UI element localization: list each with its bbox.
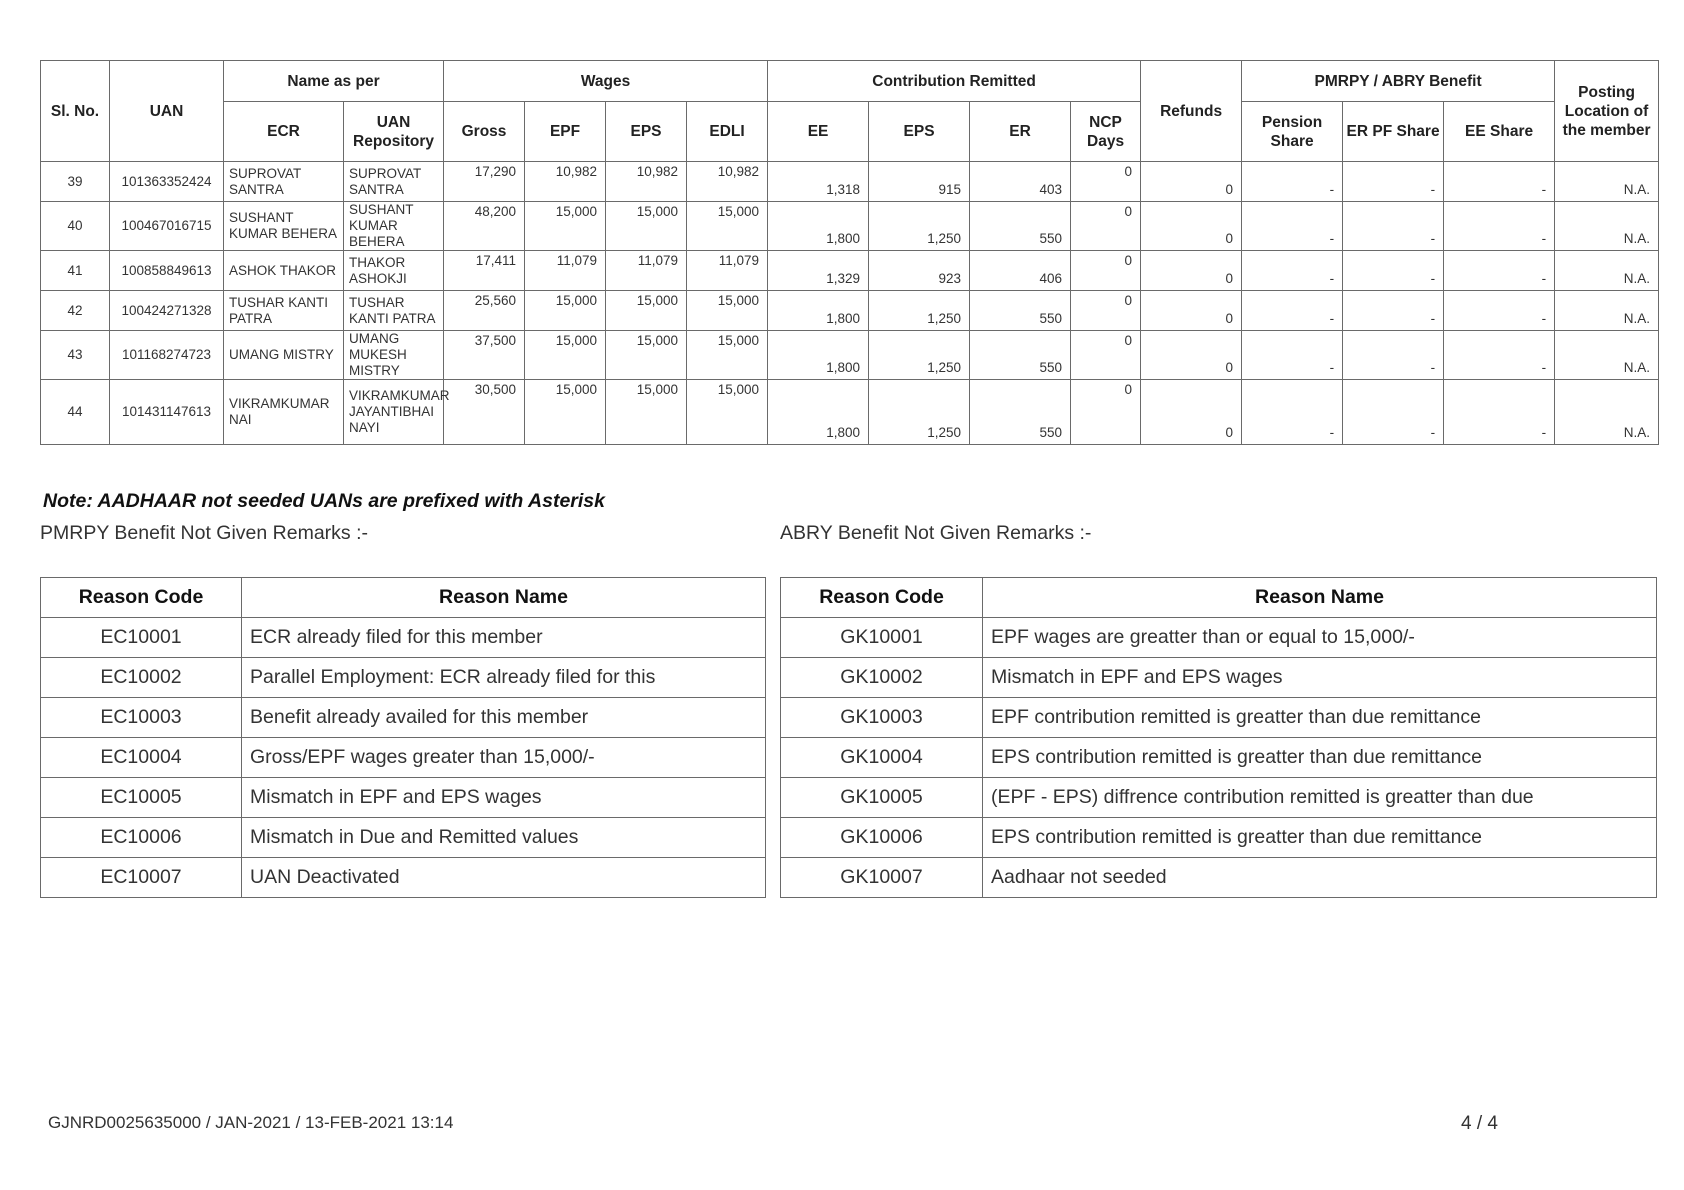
ee-cell: 1,318 (768, 162, 869, 202)
eps-cell: 15,000 (606, 331, 687, 380)
repository-name-cell: VIKRAMKUMAR JAYANTIBHAI NAYI (344, 380, 444, 445)
sl-no-cell: 40 (41, 202, 110, 251)
pension-share-cell: - (1242, 162, 1343, 202)
posting-location-cell: N.A. (1555, 331, 1659, 380)
table-row (41, 658, 766, 698)
table-row (41, 202, 1659, 251)
ee-cell: 1,800 (768, 331, 869, 380)
header-benefit: PMRPY / ABRY Benefit (1242, 61, 1555, 102)
table-row (781, 858, 1657, 898)
uan-cell: 100467016715 (110, 202, 224, 251)
epf-cell: 11,079 (525, 251, 606, 291)
pmrpy-header-reason-code: Reason Code (41, 578, 242, 618)
ecr-name-cell: VIKRAMKUMAR NAI (224, 380, 344, 445)
page-number: 4 / 4 (1461, 1113, 1498, 1134)
er-pf-share-cell: - (1343, 202, 1444, 251)
ncp-days-cell: 0 (1071, 291, 1141, 331)
refunds-cell: 0 (1141, 162, 1242, 202)
header-contribution-eps: EPS (869, 102, 970, 162)
gross-cell: 17,411 (444, 251, 525, 291)
ncp-days-cell: 0 (1071, 380, 1141, 445)
er-cell: 550 (970, 380, 1071, 445)
er-cell: 403 (970, 162, 1071, 202)
abry-reason-table (780, 577, 1657, 898)
uan-cell: 101168274723 (110, 331, 224, 380)
header-pension-share: Pension Share (1242, 102, 1343, 162)
contribution-eps-cell: 915 (869, 162, 970, 202)
gross-cell: 48,200 (444, 202, 525, 251)
edli-cell: 15,000 (687, 380, 768, 445)
uan-cell: 100424271328 (110, 291, 224, 331)
reason-name-cell: Mismatch in EPF and EPS wages (242, 778, 766, 818)
header-ncp-days: NCP Days (1071, 102, 1141, 162)
er-cell: 550 (970, 291, 1071, 331)
header-edli: EDLI (687, 102, 768, 162)
ecr-name-cell: SUSHANT KUMAR BEHERA (224, 202, 344, 251)
reason-code-cell: EC10006 (41, 818, 242, 858)
refunds-cell: 0 (1141, 380, 1242, 445)
ee-cell: 1,800 (768, 380, 869, 445)
reason-code-cell: EC10002 (41, 658, 242, 698)
er-pf-share-cell: - (1343, 162, 1444, 202)
pension-share-cell: - (1242, 331, 1343, 380)
ecr-name-cell: UMANG MISTRY (224, 331, 344, 380)
posting-location-cell: N.A. (1555, 162, 1659, 202)
reason-code-cell: GK10003 (781, 698, 983, 738)
edli-cell: 15,000 (687, 331, 768, 380)
repository-name-cell: SUPROVAT SANTRA (344, 162, 444, 202)
reason-name-cell: (EPF - EPS) diffrence contribution remitted is greatter than due (983, 778, 1657, 818)
reason-code-cell: GK10004 (781, 738, 983, 778)
header-ecr: ECR (224, 102, 344, 162)
ncp-days-cell: 0 (1071, 202, 1141, 251)
gross-cell: 37,500 (444, 331, 525, 380)
epf-cell: 10,982 (525, 162, 606, 202)
uan-cell: 101363352424 (110, 162, 224, 202)
eps-cell: 15,000 (606, 380, 687, 445)
table-row (781, 818, 1657, 858)
header-refunds: Refunds (1141, 61, 1242, 162)
reason-code-cell: EC10001 (41, 618, 242, 658)
reason-name-cell: ECR already filed for this member (242, 618, 766, 658)
reason-name-cell: Gross/EPF wages greater than 15,000/- (242, 738, 766, 778)
epf-cell: 15,000 (525, 380, 606, 445)
header-ee-share: EE Share (1444, 102, 1555, 162)
refunds-cell: 0 (1141, 291, 1242, 331)
table-row (41, 738, 766, 778)
epf-cell: 15,000 (525, 331, 606, 380)
ee-share-cell: - (1444, 162, 1555, 202)
repository-name-cell: THAKOR ASHOKJI (344, 251, 444, 291)
posting-location-cell: N.A. (1555, 380, 1659, 445)
eps-cell: 11,079 (606, 251, 687, 291)
contribution-eps-cell: 1,250 (869, 291, 970, 331)
edli-cell: 11,079 (687, 251, 768, 291)
header-name-as-per: Name as per (224, 61, 444, 102)
pmrpy-remarks-title: PMRPY Benefit Not Given Remarks :- (40, 522, 368, 544)
ecr-name-cell: SUPROVAT SANTRA (224, 162, 344, 202)
footer-reference: GJNRD0025635000 / JAN-2021 / 13-FEB-2021 13:14 (48, 1113, 454, 1132)
eps-cell: 15,000 (606, 202, 687, 251)
ee-share-cell: - (1444, 291, 1555, 331)
table-row (781, 698, 1657, 738)
sl-no-cell: 43 (41, 331, 110, 380)
reason-code-cell: EC10004 (41, 738, 242, 778)
ee-share-cell: - (1444, 331, 1555, 380)
contribution-eps-cell: 1,250 (869, 202, 970, 251)
reason-code-cell: GK10001 (781, 618, 983, 658)
table-row (41, 858, 766, 898)
posting-location-cell: N.A. (1555, 291, 1659, 331)
ncp-days-cell: 0 (1071, 162, 1141, 202)
header-posting-location: Posting Location of the member (1555, 61, 1659, 162)
table-row (781, 738, 1657, 778)
pension-share-cell: - (1242, 291, 1343, 331)
reason-code-cell: EC10003 (41, 698, 242, 738)
header-wages: Wages (444, 61, 768, 102)
er-pf-share-cell: - (1343, 291, 1444, 331)
abry-header-reason-code: Reason Code (781, 578, 983, 618)
reason-name-cell: Mismatch in Due and Remitted values (242, 818, 766, 858)
reason-name-cell: Parallel Employment: ECR already filed for this (242, 658, 766, 698)
header-contribution-remitted: Contribution Remitted (768, 61, 1141, 102)
ee-cell: 1,329 (768, 251, 869, 291)
header-epf: EPF (525, 102, 606, 162)
contribution-eps-cell: 1,250 (869, 331, 970, 380)
er-pf-share-cell: - (1343, 331, 1444, 380)
reason-name-cell: UAN Deactivated (242, 858, 766, 898)
edli-cell: 15,000 (687, 291, 768, 331)
ee-share-cell: - (1444, 202, 1555, 251)
reason-name-cell: Aadhaar not seeded (983, 858, 1657, 898)
repository-name-cell: UMANG MUKESH MISTRY (344, 331, 444, 380)
table-row (41, 251, 1659, 291)
gross-cell: 25,560 (444, 291, 525, 331)
refunds-cell: 0 (1141, 251, 1242, 291)
ecr-name-cell: TUSHAR KANTI PATRA (224, 291, 344, 331)
ncp-days-cell: 0 (1071, 251, 1141, 291)
er-cell: 406 (970, 251, 1071, 291)
table-row (41, 818, 766, 858)
table-row (41, 618, 766, 658)
repository-name-cell: TUSHAR KANTI PATRA (344, 291, 444, 331)
header-sl-no: Sl. No. (41, 61, 110, 162)
reason-name-cell: EPS contribution remitted is greatter than due remittance (983, 818, 1657, 858)
uan-cell: 100858849613 (110, 251, 224, 291)
sl-no-cell: 39 (41, 162, 110, 202)
reason-code-cell: GK10006 (781, 818, 983, 858)
header-ee: EE (768, 102, 869, 162)
header-uan-repository: UAN Repository (344, 102, 444, 162)
reason-name-cell: Benefit already availed for this member (242, 698, 766, 738)
refunds-cell: 0 (1141, 202, 1242, 251)
header-er-pf-share: ER PF Share (1343, 102, 1444, 162)
edli-cell: 10,982 (687, 162, 768, 202)
header-gross: Gross (444, 102, 525, 162)
pension-share-cell: - (1242, 202, 1343, 251)
reason-name-cell: EPF wages are greatter than or equal to 15,000/- (983, 618, 1657, 658)
aadhaar-note: Note: AADHAAR not seeded UANs are prefixed with Asterisk (43, 490, 605, 512)
abry-remarks-title: ABRY Benefit Not Given Remarks :- (780, 522, 1092, 544)
ncp-days-cell: 0 (1071, 331, 1141, 380)
eps-cell: 15,000 (606, 291, 687, 331)
epf-cell: 15,000 (525, 291, 606, 331)
sl-no-cell: 42 (41, 291, 110, 331)
sl-no-cell: 41 (41, 251, 110, 291)
reason-name-cell: Mismatch in EPF and EPS wages (983, 658, 1657, 698)
ecr-name-cell: ASHOK THAKOR (224, 251, 344, 291)
ee-share-cell: - (1444, 251, 1555, 291)
header-eps: EPS (606, 102, 687, 162)
reason-name-cell: EPF contribution remitted is greatter than due remittance (983, 698, 1657, 738)
table-row (41, 331, 1659, 380)
reason-code-cell: GK10007 (781, 858, 983, 898)
reason-name-cell: EPS contribution remitted is greatter than due remittance (983, 738, 1657, 778)
eps-cell: 10,982 (606, 162, 687, 202)
table-row (781, 658, 1657, 698)
pmrpy-header-reason-name: Reason Name (242, 578, 766, 618)
reason-code-cell: EC10007 (41, 858, 242, 898)
pmrpy-reason-table (40, 577, 766, 898)
sl-no-cell: 44 (41, 380, 110, 445)
contribution-eps-cell: 1,250 (869, 380, 970, 445)
member-contribution-table (40, 60, 1659, 445)
er-cell: 550 (970, 331, 1071, 380)
table-row (41, 698, 766, 738)
repository-name-cell: SUSHANT KUMAR BEHERA (344, 202, 444, 251)
reason-code-cell: EC10005 (41, 778, 242, 818)
table-row (781, 778, 1657, 818)
pension-share-cell: - (1242, 251, 1343, 291)
table-row (41, 380, 1659, 445)
gross-cell: 17,290 (444, 162, 525, 202)
table-row (41, 778, 766, 818)
ee-cell: 1,800 (768, 202, 869, 251)
er-pf-share-cell: - (1343, 251, 1444, 291)
posting-location-cell: N.A. (1555, 251, 1659, 291)
abry-header-reason-name: Reason Name (983, 578, 1657, 618)
edli-cell: 15,000 (687, 202, 768, 251)
refunds-cell: 0 (1141, 331, 1242, 380)
table-row (781, 618, 1657, 658)
gross-cell: 30,500 (444, 380, 525, 445)
er-cell: 550 (970, 202, 1071, 251)
uan-cell: 101431147613 (110, 380, 224, 445)
ee-share-cell: - (1444, 380, 1555, 445)
pension-share-cell: - (1242, 380, 1343, 445)
reason-code-cell: GK10005 (781, 778, 983, 818)
header-uan: UAN (110, 61, 224, 162)
header-er: ER (970, 102, 1071, 162)
reason-code-cell: GK10002 (781, 658, 983, 698)
table-row (41, 162, 1659, 202)
er-pf-share-cell: - (1343, 380, 1444, 445)
epf-cell: 15,000 (525, 202, 606, 251)
table-row (41, 291, 1659, 331)
contribution-eps-cell: 923 (869, 251, 970, 291)
ee-cell: 1,800 (768, 291, 869, 331)
posting-location-cell: N.A. (1555, 202, 1659, 251)
